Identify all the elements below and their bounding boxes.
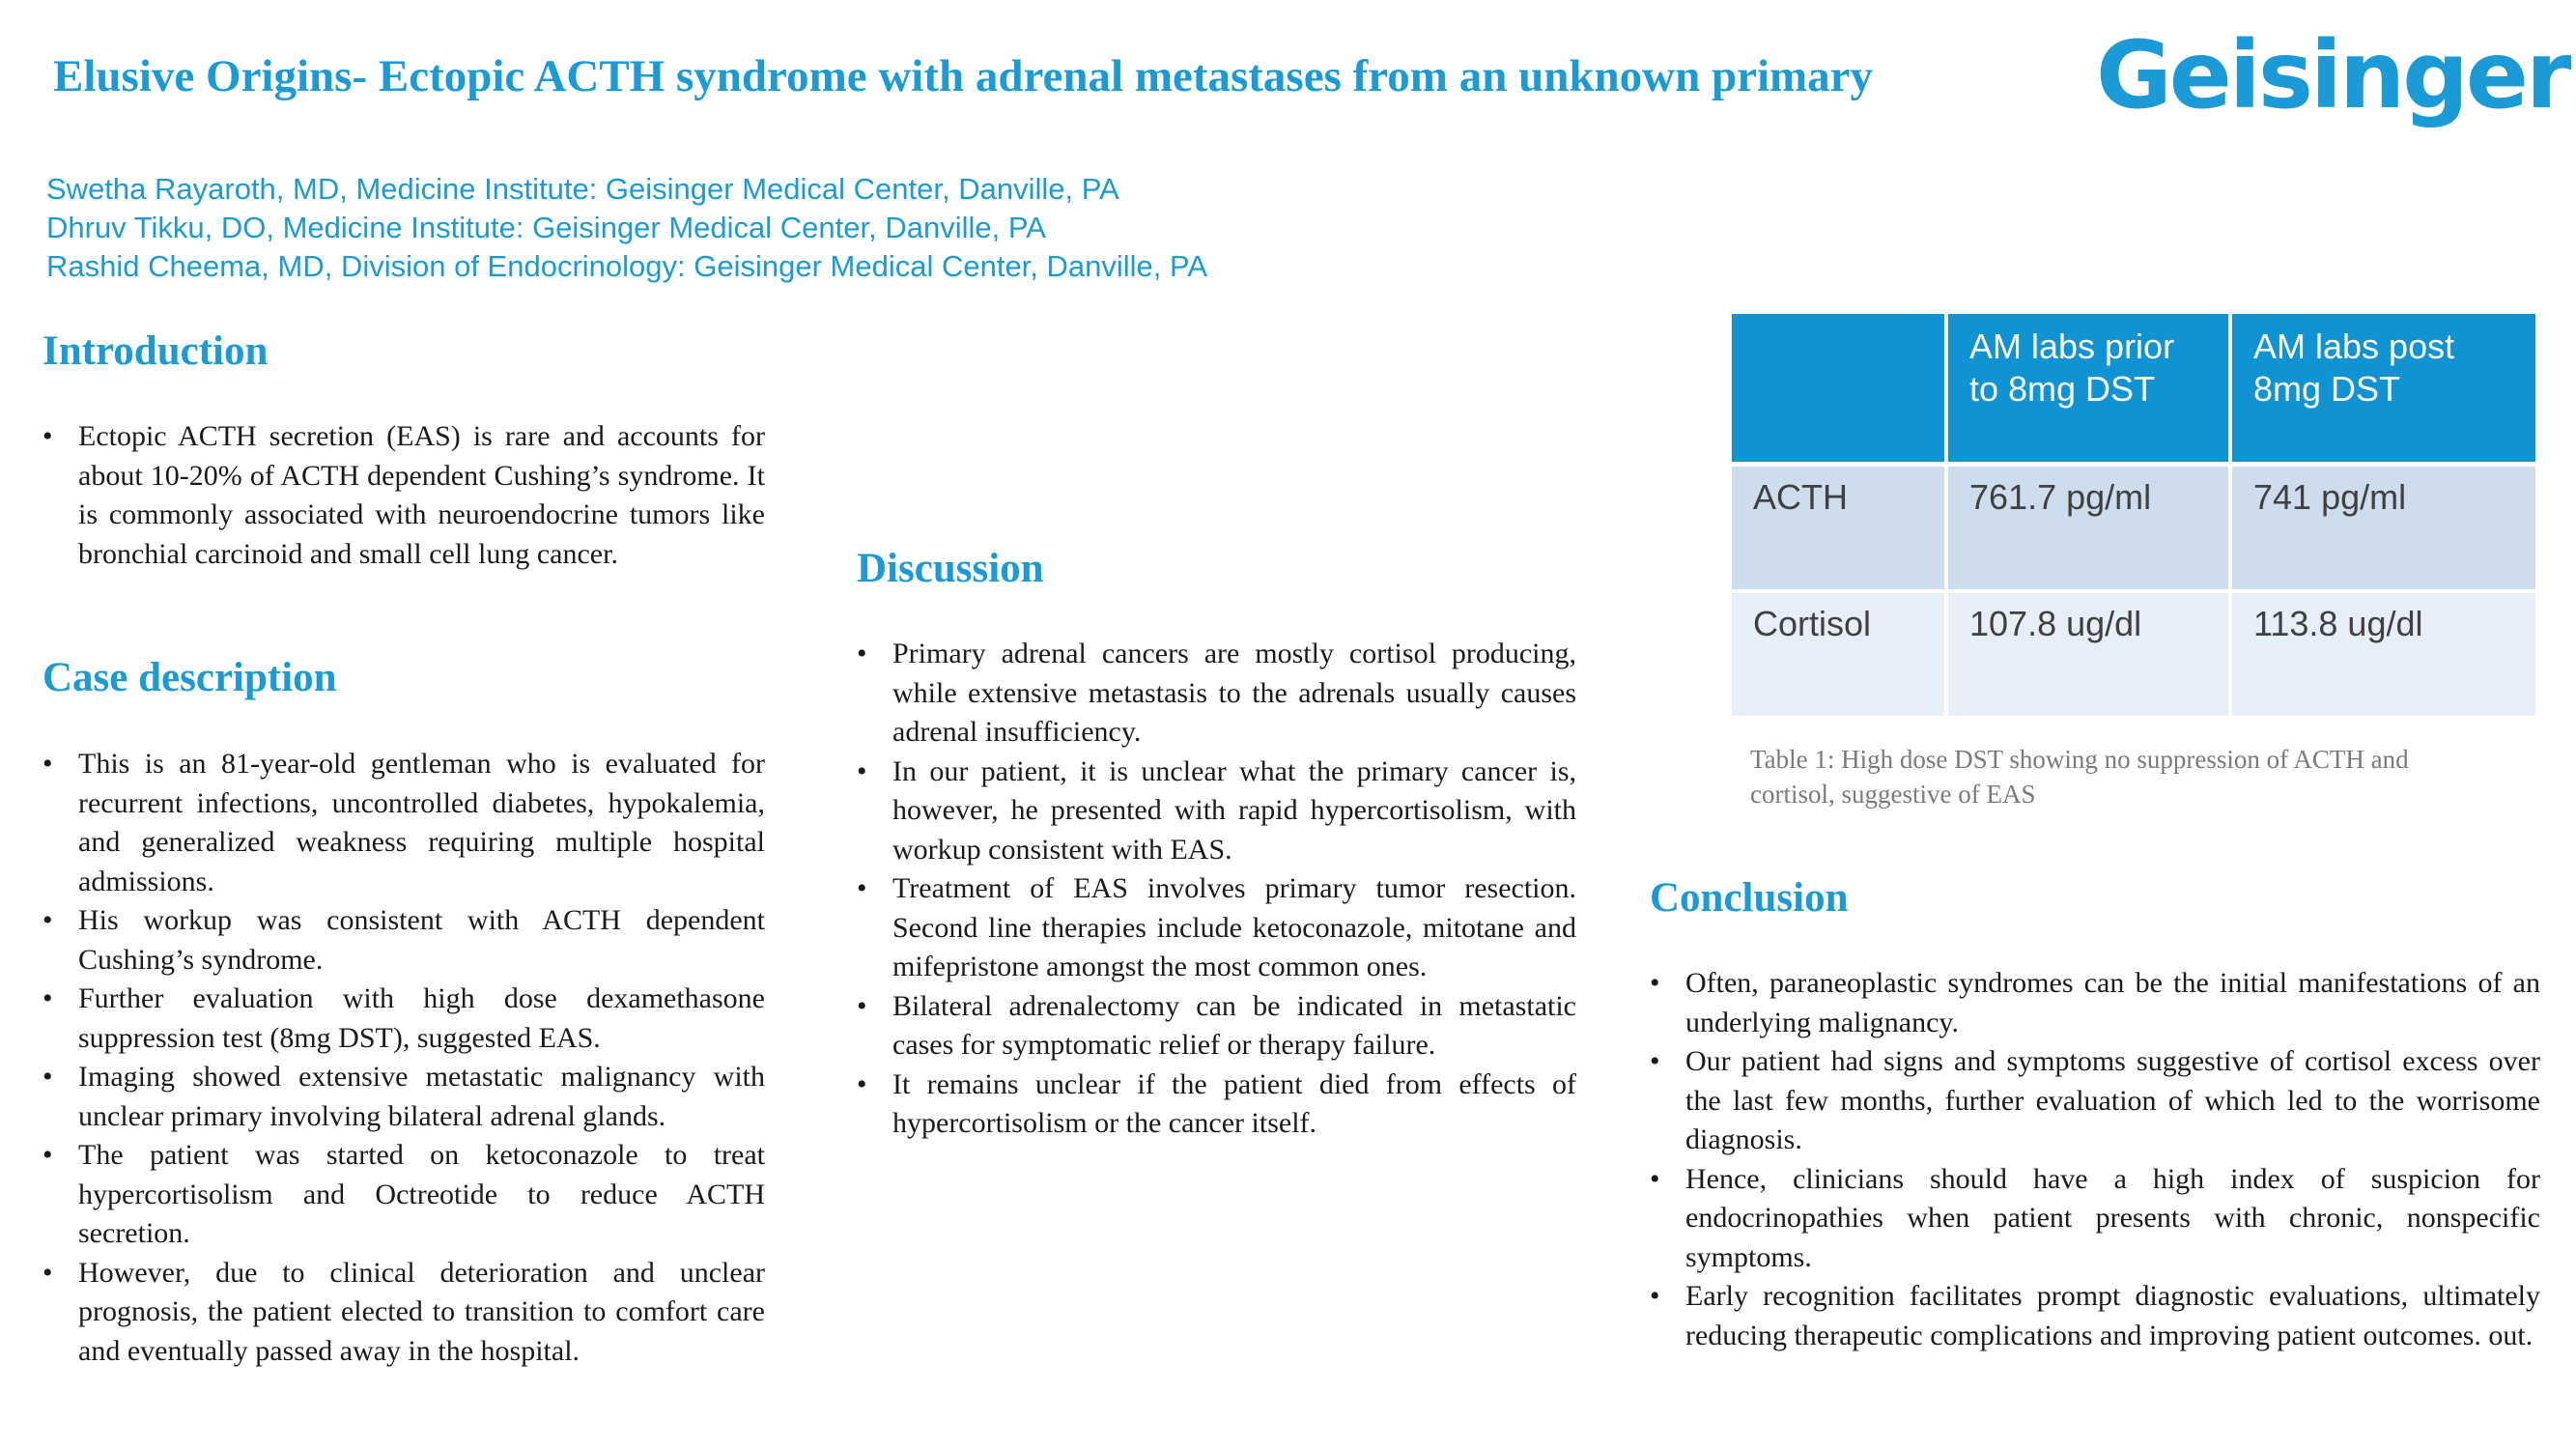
geisinger-logo: Geisinger	[2096, 21, 2569, 129]
list-item: • Our patient had signs and symptoms suggestive of cortisol excess over the last few months, further evaluation of which led to the worrisome diagnosis.	[1650, 1042, 2540, 1160]
author-line: Dhruv Tikku, DO, Medicine Institute: Geisinger Medical Center, Danville, PA	[46, 211, 1046, 244]
poster-title: Elusive Origins- Ectopic ACTH syndrome with adrenal metastases from an unknown primary	[53, 51, 1874, 101]
conclusion-heading: Conclusion	[1650, 875, 1849, 921]
author-line: Rashid Cheema, MD, Division of Endocrinology: Geisinger Medical Center, Danville, PA	[46, 249, 1208, 283]
list-item: • Further evaluation with high dose dexamethasone suppression test (8mg DST), suggested EAS.	[42, 980, 765, 1058]
list-item: • It remains unclear if the patient died from effects of hypercortisolism or the cancer itself.	[857, 1065, 1576, 1144]
list-item: • Treatment of EAS involves primary tumor resection. Second line therapies include ketoconazole, mitotane and mifepristone amongst the most common ones.	[857, 869, 1576, 987]
table-cell: 761.7 pg/ml	[1948, 467, 2232, 592]
list-item: • Imaging showed extensive metastatic malignancy with unclear primary involving bilateral adrenal glands.	[42, 1058, 765, 1136]
list-item: • However, due to clinical deterioration and unclear prognosis, the patient elected to transition to comfort care and eventually passed away in the hospital.	[42, 1254, 765, 1372]
table-header-row	[1732, 314, 2535, 467]
list-item: • The patient was started on ketoconazole to treat hypercortisolism and Octreotide to reduce ACTH secretion.	[42, 1136, 765, 1254]
case-description-heading: Case description	[42, 655, 337, 700]
list-item: • His workup was consistent with ACTH dependent Cushing’s syndrome.	[42, 901, 765, 980]
case-description-list	[42, 745, 765, 1371]
author-list	[46, 170, 1495, 286]
discussion-heading: Discussion	[857, 546, 1044, 591]
list-item: • This is an 81-year-old gentleman who is evaluated for recurrent infections, uncontrolled diabetes, hypokalemia, and generalized weakness requiring multiple hospital admissions.	[42, 745, 765, 901]
conclusion-list	[1650, 964, 2540, 1355]
table-cell: ACTH	[1732, 467, 1948, 592]
table-header-cell: AM labs post 8mg DST	[2232, 314, 2535, 467]
table-cell: 741 pg/ml	[2232, 467, 2535, 592]
list-item: • Early recognition facilitates prompt diagnostic evaluations, ultimately reducing therapeutic complications and improving patient outcomes. out.	[1650, 1277, 2540, 1355]
table-row	[1732, 467, 2535, 592]
list-item: • Ectopic ACTH secretion (EAS) is rare and accounts for about 10-20% of ACTH dependent Cushing’s syndrome. It is commonly associated with neuroendocrine tumors like bronchial carcinoid and small cell lung cancer.	[42, 417, 765, 574]
discussion-list	[857, 635, 1576, 1144]
table-cell: Cortisol	[1732, 593, 1948, 720]
list-item: • In our patient, it is unclear what the primary cancer is, however, he presented with rapid hypercortisolism, with workup consistent with EAS.	[857, 753, 1576, 870]
table-header-cell	[1732, 314, 1948, 467]
introduction-list	[42, 417, 765, 574]
table-cell: 107.8 ug/dl	[1948, 593, 2232, 720]
list-item: • Hence, clinicians should have a high index of suspicion for endocrinopathies when patient presents with chronic, nonspecific symptoms.	[1650, 1160, 2540, 1278]
table-caption: Table 1: High dose DST showing no suppression of ACTH and cortisol, suggestive of EAS	[1750, 745, 2409, 809]
list-item: • Primary adrenal cancers are mostly cortisol producing, while extensive metastasis to the adrenals usually causes adrenal insufficiency.	[857, 635, 1576, 753]
table-row	[1732, 593, 2535, 720]
list-item: • Bilateral adrenalectomy can be indicated in metastatic cases for symptomatic relief or therapy failure.	[857, 987, 1576, 1065]
lab-results-table	[1732, 314, 2535, 720]
table-cell: 113.8 ug/dl	[2232, 593, 2535, 720]
author-line: Swetha Rayaroth, MD, Medicine Institute: Geisinger Medical Center, Danville, PA	[46, 172, 1119, 206]
list-item: • Often, paraneoplastic syndromes can be the initial manifestations of an underlying malignancy.	[1650, 964, 2540, 1042]
introduction-heading: Introduction	[42, 328, 269, 374]
table-header-cell: AM labs prior to 8mg DST	[1948, 314, 2232, 467]
